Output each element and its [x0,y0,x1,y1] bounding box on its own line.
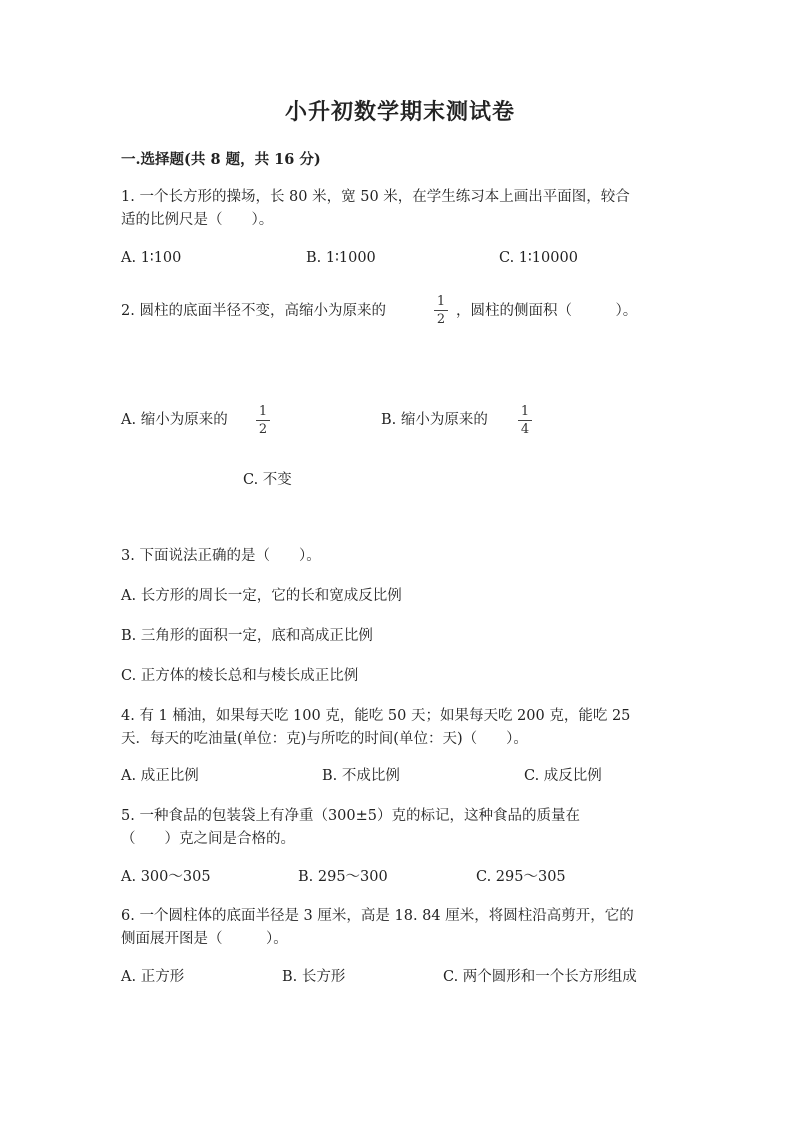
q3-option-b: B. 三角形的面积一定，底和高成正比例 [121,628,373,644]
fraction-bar [518,420,532,421]
q5-option-a: A. 300～305 [121,869,211,885]
q2-option-b: B. 缩小为原来的 [381,412,488,428]
fraction-bar [434,310,448,311]
q2-stem: 2. 圆柱的底面半径不变，高缩小为原来的 [121,303,386,319]
fraction-denominator: 2 [436,312,446,327]
q3-option-c: C. 正方体的棱长总和与棱长成正比例 [121,668,359,684]
q2-option-a: A. 缩小为原来的 [121,412,228,428]
q4-option-a: A. 成正比例 [121,768,199,784]
q2-option-b-fraction [518,404,532,437]
q5-option-c: C. 295～305 [476,869,566,885]
q6-stem-line2: 侧面展开图是（ ）。 [121,931,288,947]
q6-stem-line1: 6. 一个圆柱体的底面半径是 3 厘米，高是 18. 84 厘米，将圆柱沿高剪开，它的 [121,908,634,924]
q5-option-b: B. 295～300 [298,869,388,885]
q2-option-a-fraction [256,404,270,437]
fraction-bar [256,420,270,421]
q5-stem-line2: （ ）克之间是合格的。 [121,831,295,847]
q6-option-c: C. 两个圆形和一个长方形组成 [443,969,637,985]
q1-option-a: A. 1∶100 [121,250,182,266]
q1-stem-line2: 适的比例尺是（ ）。 [121,212,274,228]
fraction-numerator: 1 [520,404,530,419]
q5-stem-line1: 5. 一种食品的包装袋上有净重（300±5）克的标记，这种食品的质量在 [121,808,580,824]
page-title: 小升初数学期末测试卷 [284,99,515,125]
q1-option-c: C. 1∶10000 [499,250,578,266]
q1-option-b: B. 1∶1000 [306,250,376,266]
q6-option-b: B. 长方形 [282,969,346,985]
q4-stem-line1: 4. 有 1 桶油，如果每天吃 100 克，能吃 50 天；如果每天吃 200 克，能吃 25 [121,708,631,724]
q2-stem-after: ，圆柱的侧面积（ ）。 [456,303,638,319]
fraction-numerator: 1 [258,404,268,419]
q4-option-b: B. 不成比例 [322,768,400,784]
q3-option-a: A. 长方形的周长一定，它的长和宽成反比例 [121,588,402,604]
q6-option-a: A. 正方形 [121,969,185,985]
section-heading: 一.选择题(共 8 题，共 16 分) [121,151,321,168]
fraction-denominator: 4 [520,422,530,437]
q3-stem: 3. 下面说法正确的是（ ）。 [121,548,321,564]
q2-option-c: C. 不变 [243,472,292,488]
q4-stem-line2: 天．每天的吃油量(单位：克)与所吃的时间(单位：天)（ ）。 [121,731,528,747]
q2-stem-fraction [434,294,448,327]
q1-stem-line1: 1. 一个长方形的操场，长 80 米，宽 50 米，在学生练习本上画出平面图，较合 [121,189,630,205]
fraction-denominator: 2 [258,422,268,437]
q4-option-c: C. 成反比例 [524,768,602,784]
fraction-numerator: 1 [436,294,446,309]
